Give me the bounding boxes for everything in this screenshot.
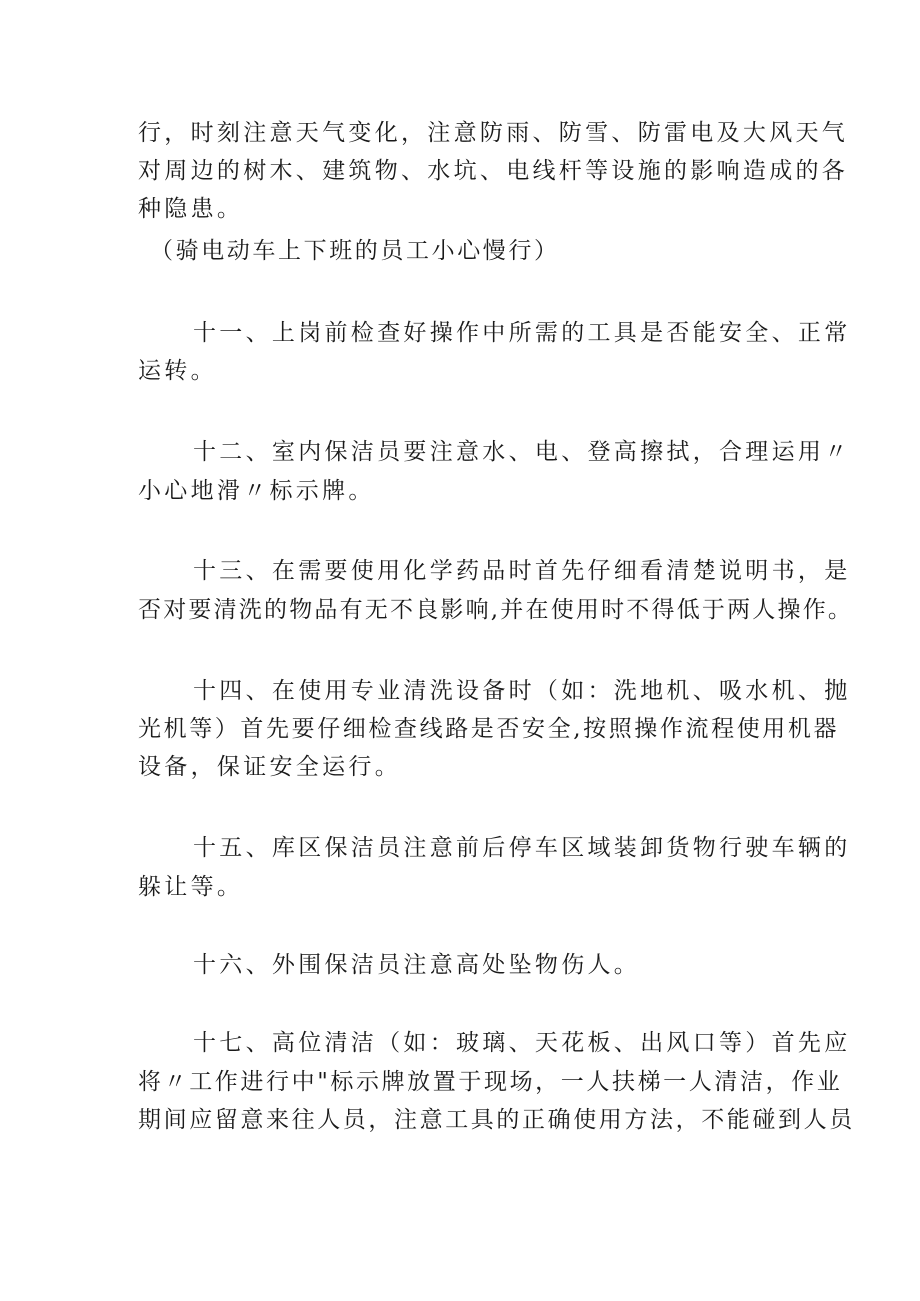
- item-11-line-1: 十一、上岗前检查好操作中所需的工具是否能安全、正常: [193, 320, 851, 346]
- item-16-line-1: 十六、外围保洁员注意高处坠物伤人。: [193, 952, 641, 978]
- paragraph-line: 种隐患。: [138, 196, 244, 222]
- item-15-line-2: 躲让等。: [138, 874, 244, 900]
- item-12-line-2: 小心地滑〃标示牌。: [138, 478, 375, 504]
- paragraph-line: 行，时刻注意天气变化，注意防雨、防雪、防雷电及大风天气: [138, 120, 849, 146]
- item-11-line-2: 运转。: [138, 358, 217, 384]
- item-14-line-1: 十四、在使用专业清洗设备时（如：洗地机、吸水机、抛: [193, 678, 851, 704]
- item-17-line-1: 十七、高位清洁（如：玻璃、天花板、出风口等）首先应: [193, 1030, 851, 1056]
- item-17-line-2: 将〃工作进行中"标示牌放置于现场，一人扶梯一人清洁，作业: [138, 1069, 843, 1095]
- item-14-line-2: 光机等）首先要仔细检查线路是否安全,按照操作流程使用机器: [138, 716, 840, 742]
- item-13-line-2: 否对要清洗的物品有无不良影响,并在使用时不得低于两人操作。: [138, 597, 854, 623]
- item-17-line-3: 期间应留意来往人员，注意工具的正确使用方法，不能碰到人员: [138, 1107, 855, 1133]
- item-12-line-1: 十二、室内保洁员要注意水、电、登高擦拭，合理运用〃: [193, 439, 851, 465]
- item-13-line-1: 十三、在需要使用化学药品时首先仔细看清楚说明书，是: [193, 558, 851, 584]
- parenthetical-note: （骑电动车上下班的员工小心慢行）: [150, 238, 560, 264]
- paragraph-line: 对周边的树木、建筑物、水坑、电线杆等设施的影响造成的各: [138, 158, 849, 184]
- item-14-line-3: 设备，保证安全运行。: [138, 754, 401, 780]
- item-15-line-1: 十五、库区保洁员注意前后停车区域装卸货物行驶车辆的: [193, 835, 851, 861]
